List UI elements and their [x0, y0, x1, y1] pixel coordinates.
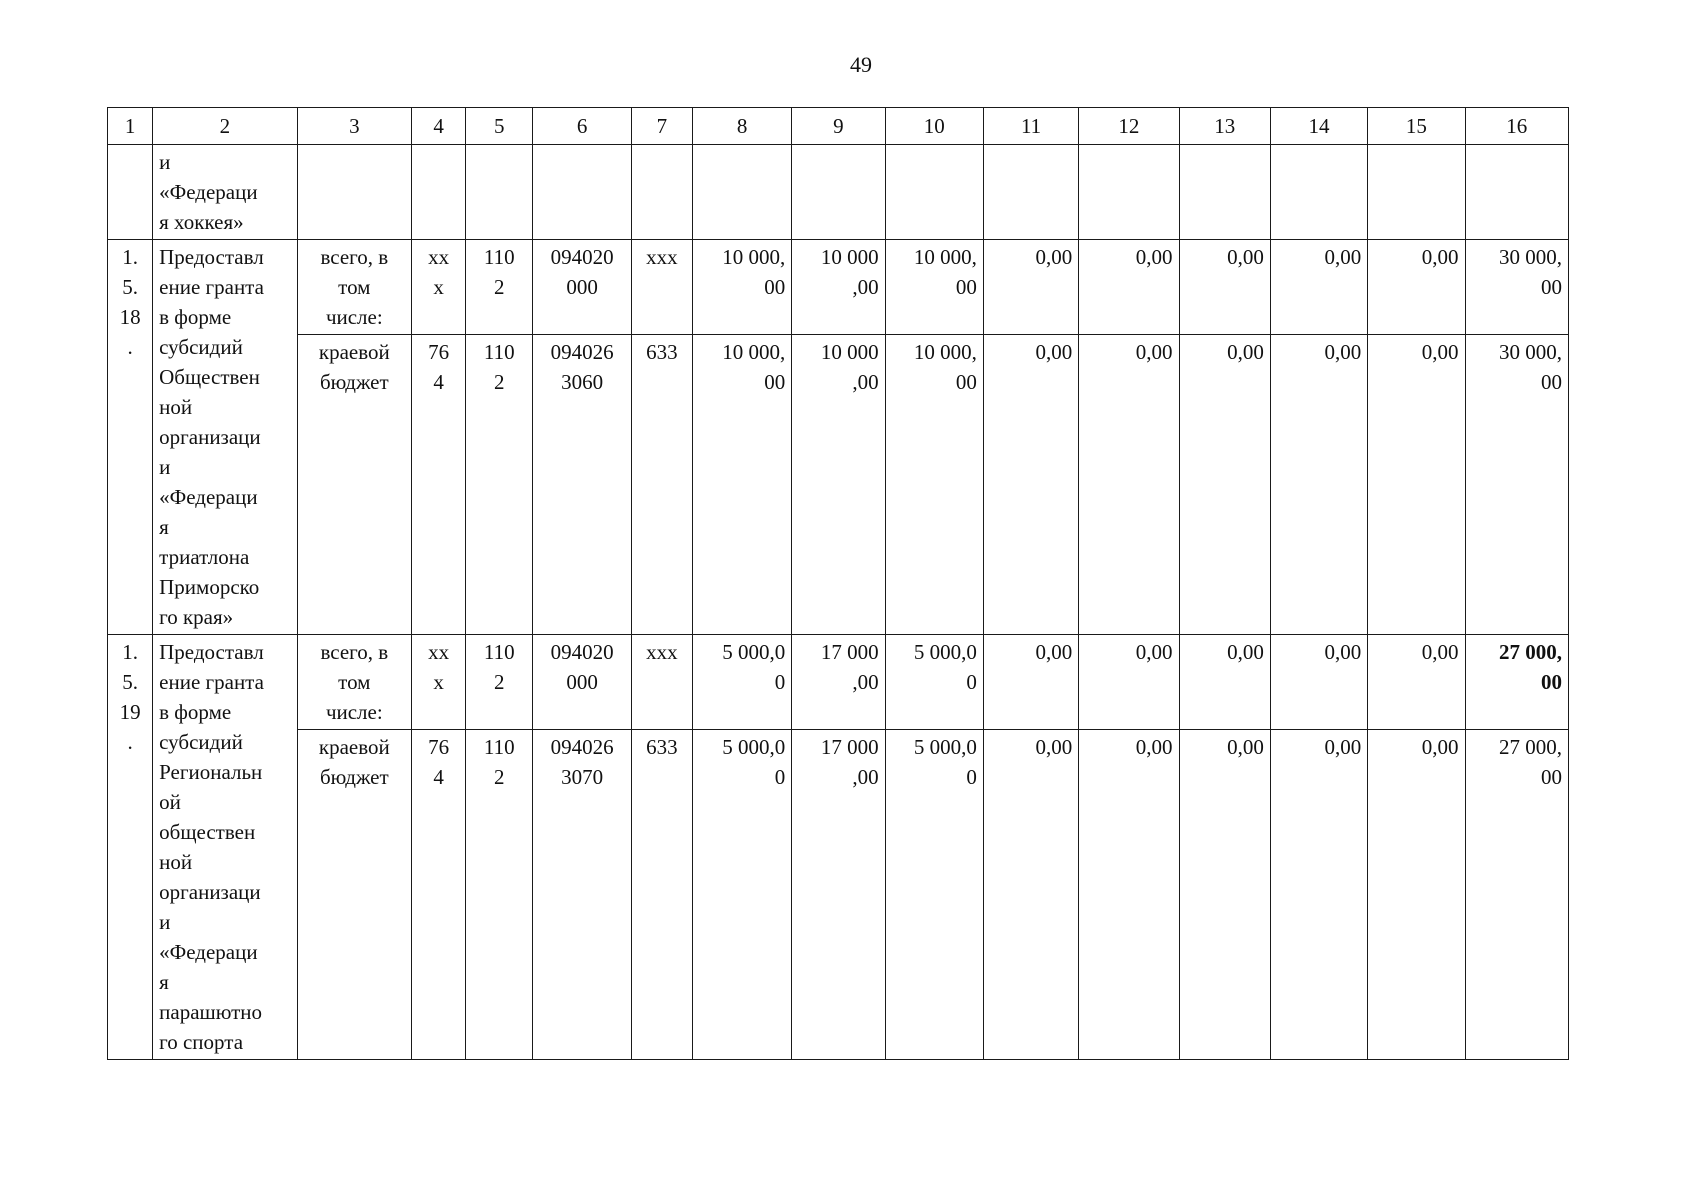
col-11-value: 0,00 — [983, 635, 1078, 730]
col-15-value: 0,00 — [1368, 730, 1465, 1060]
col-16-value: 30 000, 00 — [1465, 240, 1568, 335]
item-name: и «Федераци я хоккея» — [153, 145, 297, 240]
header-row — [108, 108, 1569, 145]
table-cell — [631, 145, 692, 240]
col-12-value: 0,00 — [1079, 635, 1179, 730]
col-4-value: 76 4 — [412, 335, 466, 635]
col-14-value: 0,00 — [1270, 335, 1367, 635]
col-16-value: 27 000, 00 — [1465, 730, 1568, 1060]
col-8-value: 5 000,0 0 — [692, 635, 791, 730]
col-14-value: 0,00 — [1270, 635, 1367, 730]
table-cell — [1179, 145, 1270, 240]
funding-source: всего, в том числе: — [297, 240, 411, 335]
table-cell — [1368, 145, 1465, 240]
col-4-value: 76 4 — [412, 730, 466, 1060]
header-cell: 1 — [108, 108, 153, 145]
col-13-value: 0,00 — [1179, 240, 1270, 335]
continuation-row — [108, 145, 1569, 240]
budget-table — [107, 107, 1569, 1060]
table-row — [108, 335, 1569, 635]
col-12-value: 0,00 — [1079, 730, 1179, 1060]
col-10-value: 5 000,0 0 — [885, 635, 983, 730]
col-7-value: ххх — [631, 635, 692, 730]
col-15-value: 0,00 — [1368, 335, 1465, 635]
table-cell — [885, 145, 983, 240]
col-10-value: 10 000, 00 — [885, 335, 983, 635]
col-12-value: 0,00 — [1079, 335, 1179, 635]
header-cell: 15 — [1368, 108, 1465, 145]
table-cell — [692, 145, 791, 240]
table-row — [108, 240, 1569, 335]
table-cell — [108, 145, 153, 240]
table-row — [108, 730, 1569, 1060]
header-cell: 9 — [792, 108, 885, 145]
col-5-value: 110 2 — [466, 240, 533, 335]
col-7-value: 633 — [631, 335, 692, 635]
table-cell — [297, 145, 411, 240]
header-cell: 7 — [631, 108, 692, 145]
item-name: Предоставл ение гранта в форме субсидий Обществен ной организаци и «Федераци я триатлона Приморско го края» — [153, 240, 297, 635]
col-12-value: 0,00 — [1079, 240, 1179, 335]
col-8-value: 10 000, 00 — [692, 240, 791, 335]
col-13-value: 0,00 — [1179, 635, 1270, 730]
table-cell — [533, 145, 631, 240]
table-cell — [1465, 145, 1568, 240]
header-cell: 11 — [983, 108, 1078, 145]
col-6-value: 094020 000 — [533, 635, 631, 730]
header-cell: 2 — [153, 108, 297, 145]
col-9-value: 10 000 ,00 — [792, 240, 885, 335]
col-7-value: ххх — [631, 240, 692, 335]
col-7-value: 633 — [631, 730, 692, 1060]
col-6-value: 094026 3060 — [533, 335, 631, 635]
col-6-value: 094020 000 — [533, 240, 631, 335]
table-cell — [1079, 145, 1179, 240]
table-row — [108, 635, 1569, 730]
header-cell: 5 — [466, 108, 533, 145]
col-5-value: 110 2 — [466, 730, 533, 1060]
header-cell: 12 — [1079, 108, 1179, 145]
table-cell — [792, 145, 885, 240]
col-8-value: 5 000,0 0 — [692, 730, 791, 1060]
col-11-value: 0,00 — [983, 335, 1078, 635]
col-15-value: 0,00 — [1368, 635, 1465, 730]
header-cell: 4 — [412, 108, 466, 145]
header-cell: 16 — [1465, 108, 1568, 145]
col-11-value: 0,00 — [983, 730, 1078, 1060]
table-cell — [983, 145, 1078, 240]
col-11-value: 0,00 — [983, 240, 1078, 335]
header-cell: 8 — [692, 108, 791, 145]
table-cell — [1270, 145, 1367, 240]
header-cell: 14 — [1270, 108, 1367, 145]
col-14-value: 0,00 — [1270, 730, 1367, 1060]
header-cell: 10 — [885, 108, 983, 145]
item-number: 1. 5. 18 . — [108, 240, 153, 635]
col-9-value: 10 000 ,00 — [792, 335, 885, 635]
funding-source: всего, в том числе: — [297, 635, 411, 730]
item-number: 1. 5. 19 . — [108, 635, 153, 1060]
col-5-value: 110 2 — [466, 635, 533, 730]
item-name: Предоставл ение гранта в форме субсидий Региональн ой обществен ной организаци и «Федераци я парашютно го спорта — [153, 635, 297, 1060]
col-8-value: 10 000, 00 — [692, 335, 791, 635]
col-10-value: 5 000,0 0 — [885, 730, 983, 1060]
funding-source: краевой бюджет — [297, 335, 411, 635]
funding-source: краевой бюджет — [297, 730, 411, 1060]
col-4-value: хх х — [412, 240, 466, 335]
table-cell — [466, 145, 533, 240]
header-cell: 13 — [1179, 108, 1270, 145]
col-13-value: 0,00 — [1179, 335, 1270, 635]
col-6-value: 094026 3070 — [533, 730, 631, 1060]
col-5-value: 110 2 — [466, 335, 533, 635]
col-16-value: 30 000, 00 — [1465, 335, 1568, 635]
header-cell: 6 — [533, 108, 631, 145]
header-cell: 3 — [297, 108, 411, 145]
table-cell — [412, 145, 466, 240]
col-4-value: хх х — [412, 635, 466, 730]
page-number: 49 — [850, 52, 872, 77]
col-10-value: 10 000, 00 — [885, 240, 983, 335]
col-16-value: 27 000, 00 — [1465, 635, 1568, 730]
col-9-value: 17 000 ,00 — [792, 730, 885, 1060]
col-13-value: 0,00 — [1179, 730, 1270, 1060]
col-9-value: 17 000 ,00 — [792, 635, 885, 730]
col-15-value: 0,00 — [1368, 240, 1465, 335]
col-14-value: 0,00 — [1270, 240, 1367, 335]
